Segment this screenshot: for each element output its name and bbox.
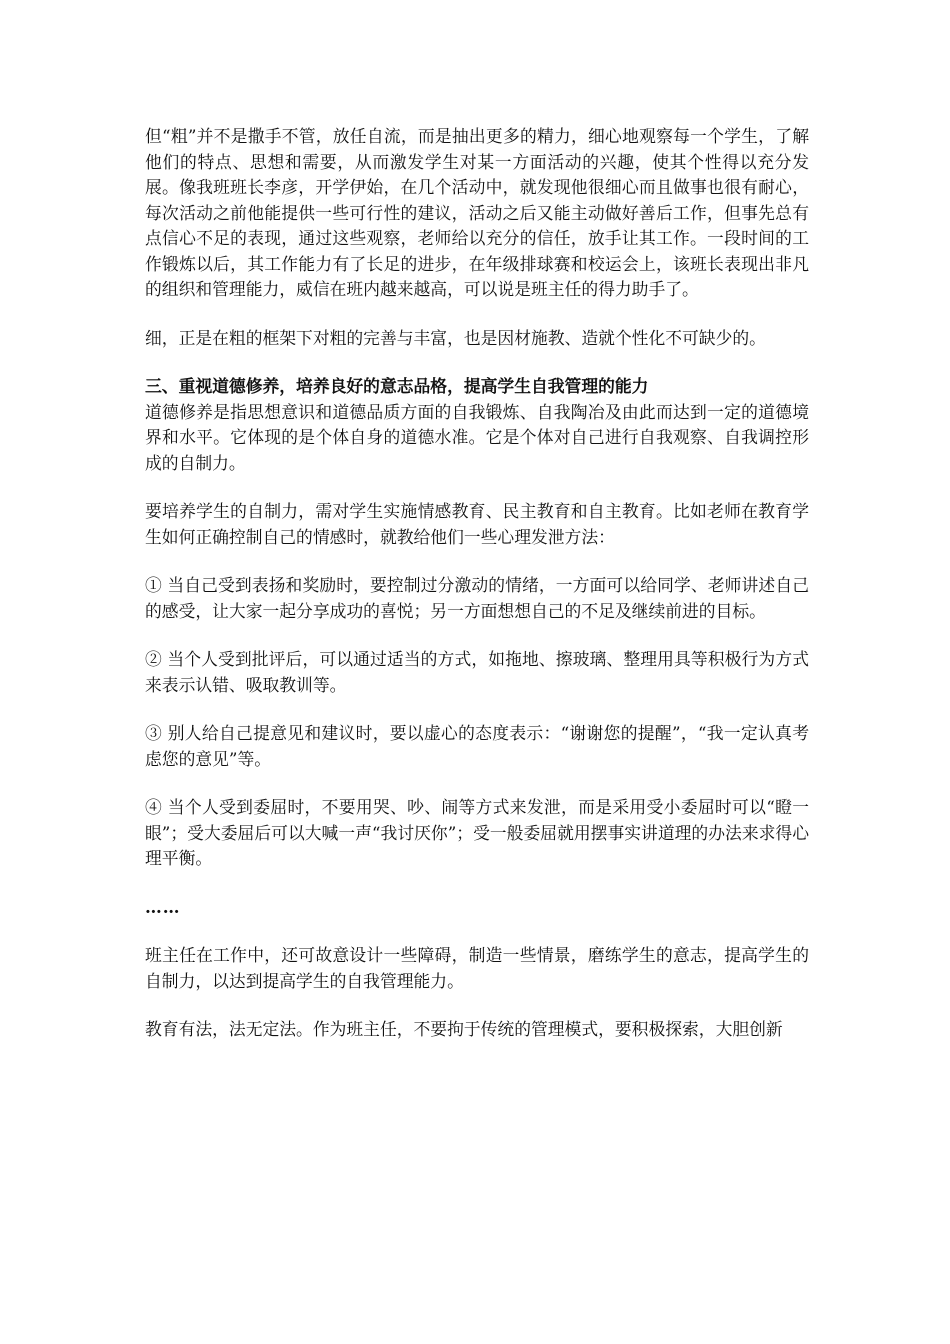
list-item: ① 当自己受到表扬和奖励时，要控制过分激动的情绪，一方面可以给同学、老师讲述自己的感受，让大家一起分享成功的喜悦；另一方面想想自己的不足及继续前进的目标。 [145,575,809,621]
document-page [145,124,809,1066]
paragraph-conclusion: 教育有法，法无定法。作为班主任，不要拘于传统的管理模式，要积极探索，大胆创新 [145,1019,783,1039]
paragraph-detail: 细，正是在粗的框架下对粗的完善与丰富，也是因材施教、造就个性化不可缺少的。 [145,327,766,348]
ellipsis: …… [145,896,181,917]
section-heading: 三、重视道德修养，培养良好的意志品格，提高学生自我管理的能力 [145,376,649,396]
paragraph-moral-definition: 道德修养是指思想意识和道德品质方面的自我锻炼、自我陶冶及由此而达到一定的道德境界和水平。它体现的是个体自身的道德水准。它是个体对自己进行自我观察、自我调控形成的自制力。 [145,401,809,473]
list-item: ② 当个人受到批评后，可以通过适当的方式，如拖地、擦玻璃、整理用具等积极行为方式来表示认错、吸取教训等。 [145,649,809,695]
list-item: ③ 别人给自己提意见和建议时，要以虚心的态度表示：“谢谢您的提醒”，“我一定认真考虑您的意见”等。 [145,723,809,769]
list-item: ④ 当个人受到委屈时，不要用哭、吵、闹等方式来发泄，而是采用受小委屈时可以“瞪一眼”；受大委屈后可以大喊一声“我讨厌你”；受一般委屈就用摆事实讲道理的办法来求得心理平衡。 [145,797,809,868]
paragraph-obstacles: 班主任在工作中，还可故意设计一些障碍，制造一些情景，磨练学生的意志，提高学生的自制力，以达到提高学生的自我管理能力。 [145,945,809,991]
paragraph-observation: 但“粗”并不是撒手不管，放任自流，而是抽出更多的精力，细心地观察每一个学生，了解他们的特点、思想和需要，从而激发学生对某一方面活动的兴趣，使其个性得以充分发展。像我班班长李彦，开学伊始，在几个活动中，就发现他很细心而且做事也很有耐心，每次活动之前他能提供一些可行性的建议，活动之后又能主动做好善后工作，但事先总有点信心不足的表现，通过这些观察，老师给以充分的信任，放手让其工作。一段时间的工作锻炼以后，其工作能力有了长足的进步，在年级排球赛和校运会上，该班长表现出非凡的组织和管理能力，威信在班内越来越高，可以说是班主任的得力助手了。 [145,126,809,299]
paragraph-self-control: 要培养学生的自制力，需对学生实施情感教育、民主教育和自主教育。比如老师在教育学生如何正确控制自己的情感时，就教给他们一些心理发泄方法： [145,501,809,547]
